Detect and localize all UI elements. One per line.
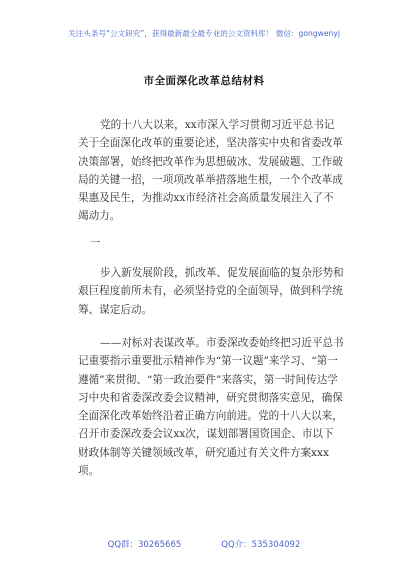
paragraph-new-stage — [78, 264, 344, 319]
paragraph-intro-text: 党的十八大以来，xx市深入学习贯彻习近平总书记关于全面深化改革的重要论述，坚决落实中央和省委改革决策部署，始终把改革作为思想破冰、发展破题、工作破局的关键一招，一项项改革举措落地生根，一个个改革成果惠及民生，为推动xx市经济社会高质量发展注入了不竭动力。 — [78, 119, 343, 223]
footer-contacts — [0, 538, 408, 550]
paragraph-intro — [78, 116, 344, 226]
paragraph-new-stage-text: 步入新发展阶段，抓改革、促发展面临的复杂形势和艰巨程度前所未有，必须坚持党的全面领导，做到科学统筹、谋定后动。 — [78, 267, 344, 316]
footer-qq-contact: QQ介：535304092 — [221, 540, 301, 550]
paragraph-reform-benchmark-text: ——对标对表谋改革。市委深改委始终把习近平总书记重要指示重要批示精神作为“第一议题”来学习、“第一遵循”来贯彻、“第一政治要件”来落实，第一时间传达学习中央和省委深改委会议精神，研究贯彻落实意见，确保全面深化改革始终沿着正确方向前进。党的十八大以来，召开市委深改委会议xx次，谋划部署国资国企、市以下财政体制等关键领域改革，研究通过有关文件方案xxx项。 — [78, 337, 344, 478]
section-number: 一 — [90, 237, 101, 249]
paragraph-reform-benchmark — [78, 334, 344, 480]
header-notice: 关注头条号“公文研究”，获得最新最全最专业的公文资料库！ 微信：gongwenyj — [68, 29, 340, 38]
document-title: 市全面深化改革总结材料 — [143, 75, 265, 87]
footer-qq-group: QQ群：30265665 — [107, 540, 182, 550]
